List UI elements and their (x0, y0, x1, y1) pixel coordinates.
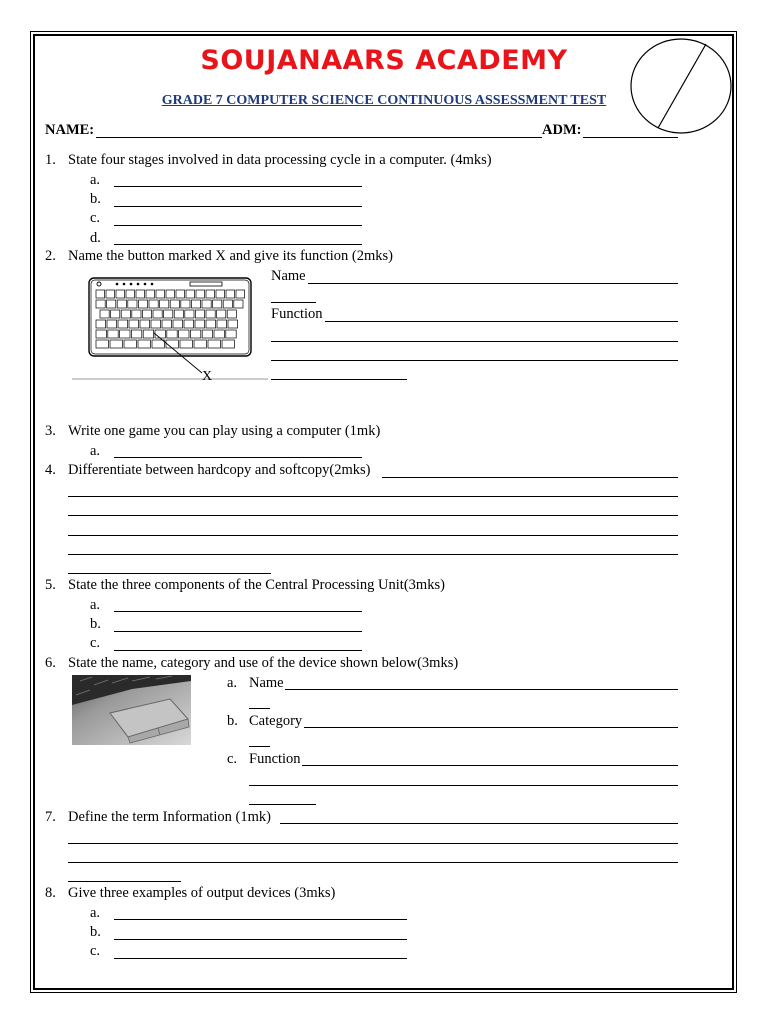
q2-function-answer[interactable] (325, 321, 678, 322)
keyboard-icon (89, 278, 251, 373)
q6-number: 6. (45, 655, 56, 671)
q4-answer-1[interactable] (382, 477, 678, 478)
q1-answer-d[interactable] (114, 244, 362, 245)
q7-answer-1[interactable] (280, 823, 678, 824)
q8-answer-c[interactable] (114, 958, 407, 959)
q5-answer-a[interactable] (114, 611, 362, 612)
q1-number: 1. (45, 152, 56, 168)
q8-answer-b[interactable] (114, 939, 407, 940)
q3-text: Write one game you can play using a computer (1mk) (68, 423, 381, 439)
name-field[interactable] (96, 137, 542, 138)
q6-name-answer-cont[interactable] (249, 708, 270, 709)
page-border-inner (33, 34, 734, 990)
q2-function-label: Function (271, 306, 323, 322)
q6-name-label: Name (249, 675, 284, 691)
q4-answer-5[interactable] (68, 554, 678, 555)
q5-answer-c[interactable] (114, 650, 362, 651)
q8-answer-a[interactable] (114, 919, 407, 920)
q1-answer-b[interactable] (114, 206, 362, 207)
q2-function-answer-3[interactable] (271, 360, 678, 361)
adm-label: ADM: (542, 122, 582, 138)
keyboard-image (72, 268, 268, 382)
q3-number: 3. (45, 423, 56, 439)
q6-function-answer-3[interactable] (249, 804, 316, 805)
q1-option-c: c. (90, 210, 101, 226)
q1-answer-a[interactable] (114, 186, 362, 187)
q4-text: Differentiate between hardcopy and softcopy(2mks) (68, 462, 371, 478)
q1-answer-c[interactable] (114, 225, 362, 226)
q6-function-label: Function (249, 751, 301, 767)
q1-option-d: d. (90, 230, 101, 246)
q4-answer-3[interactable] (68, 515, 678, 516)
q6-function-answer-2[interactable] (249, 785, 678, 786)
q3-answer-a[interactable] (114, 457, 362, 458)
q1-text: State four stages involved in data processing cycle in a computer. (4mks) (68, 152, 492, 168)
q4-answer-2[interactable] (68, 496, 678, 497)
q4-number: 4. (45, 462, 56, 478)
q7-text: Define the term Information (1mk) (68, 809, 271, 825)
q6-category-label: Category (249, 713, 303, 729)
q7-number: 7. (45, 809, 56, 825)
q8-option-a: a. (90, 905, 101, 921)
q6-option-b: b. (227, 713, 238, 729)
q5-number: 5. (45, 577, 56, 593)
q6-function-answer[interactable] (302, 765, 678, 766)
q7-answer-4[interactable] (68, 881, 181, 882)
adm-field[interactable] (583, 137, 678, 138)
q1-option-b: b. (90, 191, 101, 207)
q7-answer-2[interactable] (68, 843, 678, 844)
q2-name-label: Name (271, 268, 306, 284)
test-title: GRADE 7 COMPUTER SCIENCE CONTINUOUS ASSESSMENT TEST (161, 93, 607, 108)
q4-answer-6[interactable] (68, 573, 271, 574)
q8-number: 8. (45, 885, 56, 901)
q8-option-b: b. (90, 924, 101, 940)
q2-number: 2. (45, 248, 56, 264)
q4-answer-4[interactable] (68, 535, 678, 536)
school-name: SOUJANAARS ACADEMY (200, 45, 568, 76)
q1-option-a: a. (90, 172, 101, 188)
q7-answer-3[interactable] (68, 862, 678, 863)
q2-function-answer-4[interactable] (271, 379, 407, 380)
q6-name-answer[interactable] (285, 689, 678, 690)
q6-category-answer[interactable] (304, 727, 678, 728)
q5-answer-b[interactable] (114, 631, 362, 632)
q8-option-c: c. (90, 943, 101, 959)
name-label: NAME: (45, 122, 95, 138)
q5-option-c: c. (90, 635, 101, 651)
q3-option-a: a. (90, 443, 101, 459)
q6-text: State the name, category and use of the device shown below(3mks) (68, 655, 459, 671)
q2-function-answer-2[interactable] (271, 341, 678, 342)
q8-text: Give three examples of output devices (3mks) (68, 885, 336, 901)
q6-option-c: c. (227, 751, 238, 767)
keyboard-x-label: X (202, 369, 213, 382)
q2-name-answer[interactable] (308, 283, 678, 284)
q2-text: Name the button marked X and give its function (2mks) (68, 248, 393, 264)
q5-text: State the three components of the Central Processing Unit(3mks) (68, 577, 445, 593)
q6-option-a: a. (227, 675, 238, 691)
touchpad-image (72, 675, 191, 745)
q6-category-answer-cont[interactable] (249, 746, 270, 747)
q2-name-answer-cont[interactable] (271, 302, 316, 303)
q5-option-a: a. (90, 597, 101, 613)
q5-option-b: b. (90, 616, 101, 632)
